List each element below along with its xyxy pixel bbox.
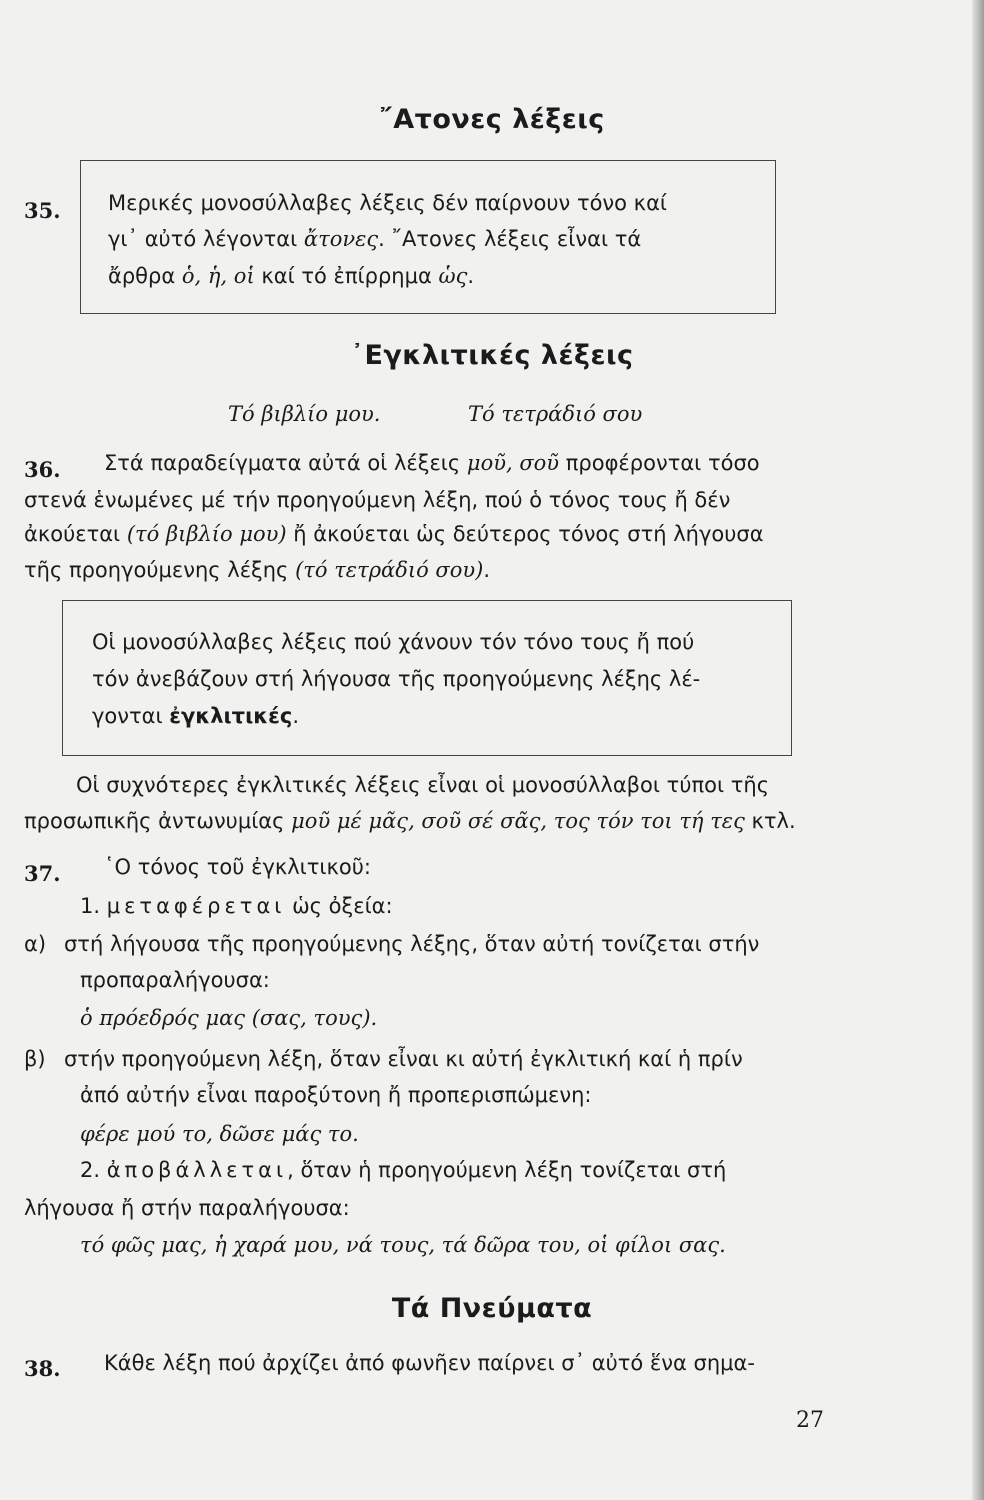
rule37-a-text: στή λήγουσα τῆς προηγούμενης λέξης, ὅταν αὐτή τονίζεται στήν xyxy=(64,932,760,956)
paragraph-number-35: 35. xyxy=(24,198,61,223)
rule37-item-1: 1. μεταφέρεται ὡς ὀξεία: xyxy=(80,894,393,918)
rule37-b-text-2: ἀπό αὐτήν εἶναι παροξύτονη ἤ προπερισπώμενη: xyxy=(80,1083,592,1107)
atones-box-line-3: ἄρθρα ὁ, ἡ, οἱ καί τό ἐπίρρημα ὡς. xyxy=(108,264,475,288)
enclitic-para-line-2: στενά ἑνωμένες μέ τήν προηγούμενη λέξη, πού ὁ τόνος τους ἤ δέν xyxy=(24,488,731,512)
enclitic-para-line-1: Στά παραδείγματα αὐτά οἱ λέξεις μοῦ, σοῦ προφέρονται τόσο xyxy=(104,451,760,475)
heading-atones: ῎Ατονες λέξεις xyxy=(379,104,605,135)
rule37-intro: ῾Ο τόνος τοῦ ἐγκλιτικοῦ: xyxy=(104,855,371,879)
rule37-item-2: 2. ἀποβάλλεται, ὅταν ἡ προηγούμενη λέξη τονίζεται στή xyxy=(80,1158,727,1182)
heading-enclitic: ᾿Εγκλιτικές λέξεις xyxy=(350,340,634,371)
example-1: Τό βιβλίο μου. xyxy=(228,402,381,426)
rule37-b-marker: β) xyxy=(24,1047,46,1071)
example-2: Τό τετράδιό σου xyxy=(468,402,643,426)
paragraph-number-38: 38. xyxy=(24,1356,61,1381)
heading-pneumata: Τά Πνεύματα xyxy=(391,1293,593,1324)
atones-box-line-1: Μερικές μονοσύλλαβες λέξεις δέν παίρνουν τόνο καί xyxy=(108,191,668,215)
paragraph-number-37: 37. xyxy=(24,861,61,886)
enclitic-para-line-4: τῆς προηγούμενης λέξης (τό τετράδιό σου). xyxy=(24,558,491,582)
rule37-a-marker: α) xyxy=(24,932,47,956)
book-binding-shadow xyxy=(972,0,984,1500)
atones-box-line-2: γι᾽ αὐτό λέγονται ἄτονες. ῎Ατονες λέξεις εἶναι τά xyxy=(108,227,642,251)
rule37-a-example: ὁ πρόεδρός μας (σας, τους). xyxy=(80,1006,378,1030)
page-number: 27 xyxy=(796,1408,824,1433)
common-enclitics-line-1: Οἱ συχνότερες ἐγκλιτικές λέξεις εἶναι οἱ μονοσύλλαβοι τύποι τῆς xyxy=(76,773,770,797)
pneumata-text: Κάθε λέξη πού ἀρχίζει ἀπό φωνῆεν παίρνει σ᾽ αὐτό ἕνα σημα- xyxy=(104,1351,755,1375)
enclitic-para-line-3: ἀκούεται (τό βιβλίο μου) ἤ ἀκούεται ὡς δεύτερος τόνος στή λήγουσα xyxy=(24,522,764,546)
rule37-item-2-example: τό φῶς μας, ἡ χαρά μου, νά τους, τά δῶρα του, οἱ φίλοι σας. xyxy=(80,1233,726,1257)
paragraph-number-36: 36. xyxy=(24,457,61,482)
rule37-a-text-2: προπαραλήγουσα: xyxy=(80,968,270,992)
enclitic-box-line-2: τόν ἀνεβάζουν στή λήγουσα τῆς προηγούμενης λέξης λέ- xyxy=(92,667,701,691)
enclitic-box-line-3: γονται ἐγκλιτικές. xyxy=(92,704,299,728)
rule37-item-2-text-2: λήγουσα ἤ στήν παραλήγουσα: xyxy=(24,1196,350,1220)
rule37-b-text: στήν προηγούμενη λέξη, ὅταν εἶναι κι αὐτή ἐγκλιτική καί ἡ πρίν xyxy=(64,1047,743,1071)
enclitic-box-line-1: Οἱ μονοσύλλαβες λέξεις πού χάνουν τόν τόνο τους ἤ πού xyxy=(92,630,695,654)
common-enclitics-line-2: προσωπικῆς ἀντωνυμίας μοῦ μέ μᾶς, σοῦ σέ σᾶς, τος τόν τοι τή τες κτλ. xyxy=(24,809,796,833)
rule37-b-example: φέρε μού το, δῶσε μάς το. xyxy=(80,1122,359,1146)
